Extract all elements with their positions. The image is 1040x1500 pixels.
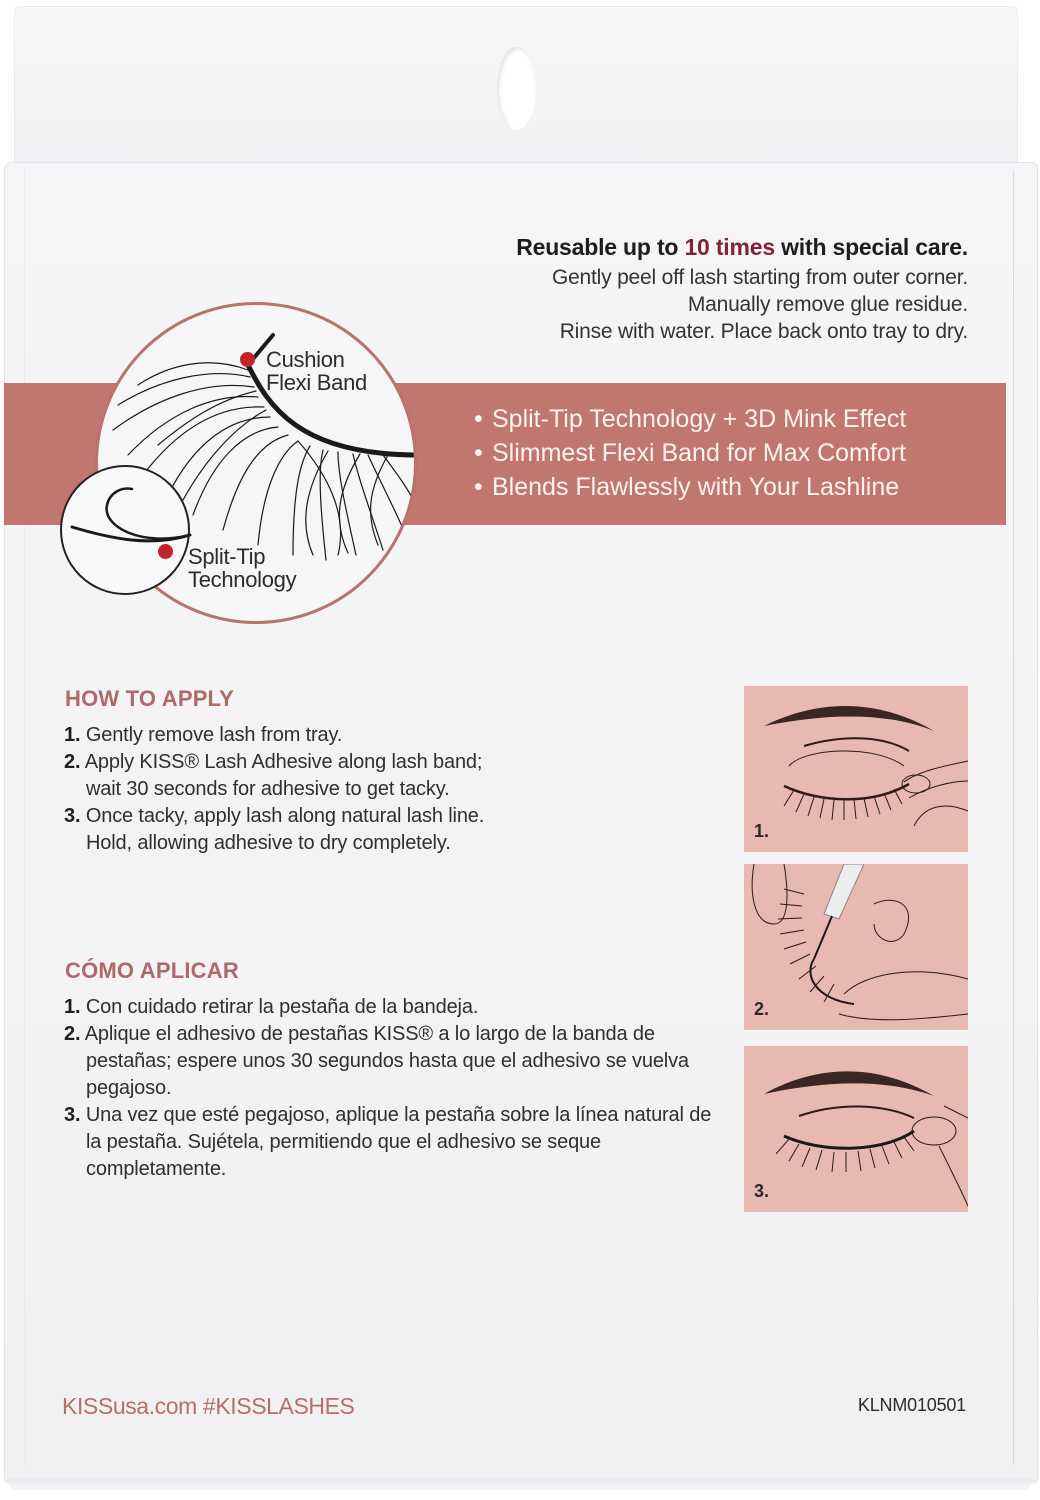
care-instructions (516, 230, 968, 345)
step-item: 1. Gently remove lash from tray. (64, 724, 343, 746)
sku-code: KLNM010501 (857, 1395, 966, 1415)
callout-dot-icon (240, 352, 255, 367)
step-item: 2. Apply KISS® Lash Adhesive along lash band; wait 30 seconds for adhesive to get tacky. (64, 751, 483, 800)
split-tip-icon (62, 467, 192, 597)
callout-dot-icon (158, 544, 173, 559)
feature-item: • Blends Flawlessly with Your Lashline (474, 470, 994, 504)
feature-list (474, 402, 994, 504)
callout-split-tip-technology: Split-Tip Technology (188, 544, 297, 592)
step-item: 3. Once tacky, apply lash along natural lash line. Hold, allowing adhesive to dry completely. (64, 805, 485, 854)
callout-cushion-flexi-band: Cushion Flexi Band (266, 347, 367, 395)
care-line: Manually remove glue residue. (687, 293, 968, 316)
bullet-icon: • (474, 473, 483, 501)
step-image-label: 1. (754, 821, 770, 841)
website-hashtag: KISSusa.com #KISSLASHES (62, 1393, 355, 1419)
box-bottom-fold (10, 1478, 1030, 1490)
step-image-2 (744, 864, 968, 1030)
feature-item: • Slimmest Flexi Band for Max Comfort (474, 436, 994, 470)
feature-item: • Split-Tip Technology + 3D Mink Effect (474, 402, 994, 436)
como-aplicar-title: CÓMO APLICAR (65, 958, 239, 983)
how-to-apply-steps (64, 722, 724, 857)
closed-eye-applied-lash-icon (744, 1046, 968, 1212)
step-image-label: 3. (754, 1181, 770, 1201)
step-image-label: 2. (754, 999, 770, 1019)
care-line: Rinse with water. Place back onto tray to dry. (559, 320, 968, 343)
step-image-1 (744, 686, 968, 852)
care-title-accent: 10 times (684, 234, 775, 260)
care-title: Reusable up to 10 times with special care. (516, 234, 968, 260)
closed-eye-finger-icon (744, 686, 968, 852)
hang-tab (14, 6, 1018, 176)
bullet-icon: • (474, 439, 483, 467)
step-item: 3. Una vez que esté pegajoso, aplique la pestaña sobre la línea natural de la pestaña. Sujétela, permitiendo que el adhesivo se seque completamente. (64, 1104, 712, 1180)
split-tip-detail (60, 465, 190, 595)
lash-adhesive-brush-icon (744, 864, 968, 1030)
step-item: 1. Con cuidado retirar la pestaña de la bandeja. (64, 996, 479, 1018)
step-item: 2. Aplique el adhesivo de pestañas KISS® a lo largo de la banda de pestañas; espere unos 30 segundos hasta que el adhesivo se vuelva pegajoso. (64, 1023, 689, 1099)
how-to-apply-title: HOW TO APPLY (65, 686, 235, 711)
como-aplicar-steps (64, 994, 714, 1183)
care-line: Gently peel off lash starting from outer corner. (551, 266, 968, 289)
step-image-3 (744, 1046, 968, 1212)
bullet-icon: • (474, 405, 483, 433)
hang-hole (497, 47, 536, 130)
